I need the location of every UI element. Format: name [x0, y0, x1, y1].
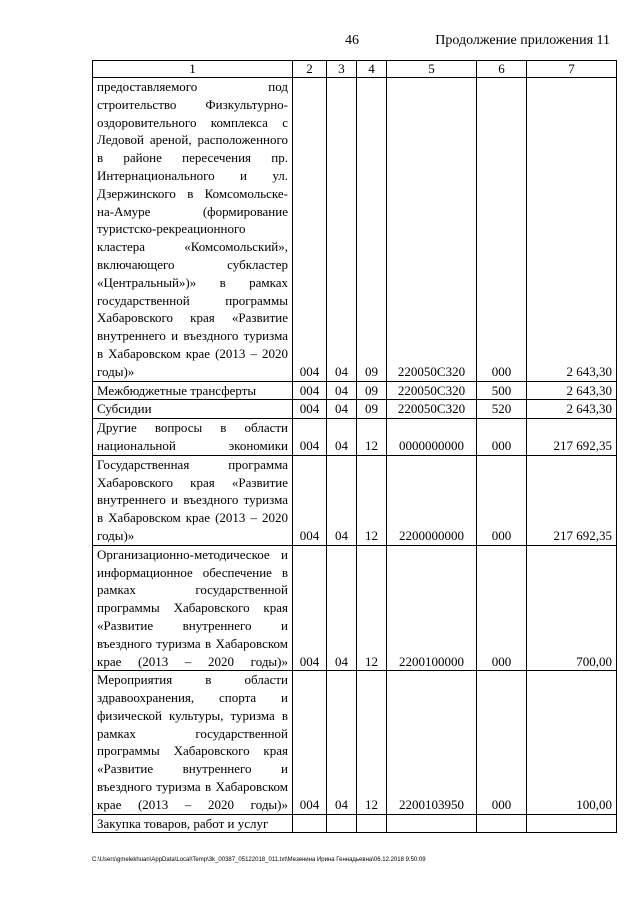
row-target-item: 2200000000	[387, 455, 477, 545]
row-subsection: 12	[357, 545, 387, 671]
row-section: 04	[327, 545, 357, 671]
row-expense-type: 000	[477, 455, 527, 545]
row-code: 004	[293, 419, 327, 456]
row-subsection: 09	[357, 78, 387, 382]
column-header: 1	[93, 61, 293, 78]
table-row	[93, 400, 617, 419]
row-code: 004	[293, 400, 327, 419]
row-expense-type: 500	[477, 381, 527, 400]
row-target-item: 220050С320	[387, 400, 477, 419]
row-amount: 217 692,35	[527, 419, 617, 456]
budget-table	[92, 60, 617, 833]
row-subsection: 12	[357, 419, 387, 456]
row-code: 004	[293, 671, 327, 814]
column-header: 6	[477, 61, 527, 78]
row-name: Мероприятия в области здравоохранения, спорта и физической культуры, туризма в рамках государственной программы Хабаровского края «Развитие внутреннего и въездного туризма в Хабаровском крае (2013 – 2020 годы)»	[93, 671, 293, 814]
row-section: 04	[327, 78, 357, 382]
row-section: 04	[327, 400, 357, 419]
row-target-item: 2200103950	[387, 671, 477, 814]
row-target-item: 220050С320	[387, 381, 477, 400]
row-target-item: 2200100000	[387, 545, 477, 671]
row-name: Другие вопросы в области национальной экономики	[93, 419, 293, 456]
row-code: 004	[293, 381, 327, 400]
row-name: Государственная программа Хабаровского края «Развитие внутреннего и въездного туризма в Хабаровском крае (2013 – 2020 годы)»	[93, 455, 293, 545]
column-header: 7	[527, 61, 617, 78]
row-code	[293, 814, 327, 833]
column-header: 2	[293, 61, 327, 78]
table-row	[93, 455, 617, 545]
row-target-item: 0000000000	[387, 419, 477, 456]
row-code: 004	[293, 78, 327, 382]
table-row	[93, 545, 617, 671]
row-expense-type: 000	[477, 671, 527, 814]
column-header: 4	[357, 61, 387, 78]
table-row	[93, 814, 617, 833]
row-section: 04	[327, 419, 357, 456]
file-path-footer: C:\Users\gmelekhuan\AppData\Local\Temp\3k_00387_05122018_011.txt\Мезенина Ирина Геннадьевна\06.12.2018 9:50:09	[92, 857, 426, 863]
row-code: 004	[293, 455, 327, 545]
row-expense-type	[477, 814, 527, 833]
row-subsection: 12	[357, 671, 387, 814]
appendix-continuation: Продолжение приложения 11	[435, 33, 610, 48]
row-amount: 2 643,30	[527, 381, 617, 400]
row-subsection: 09	[357, 381, 387, 400]
row-section: 04	[327, 671, 357, 814]
table-row	[93, 419, 617, 456]
row-amount: 100,00	[527, 671, 617, 814]
column-header: 3	[327, 61, 357, 78]
row-subsection	[357, 814, 387, 833]
row-amount: 2 643,30	[527, 400, 617, 419]
row-expense-type: 000	[477, 545, 527, 671]
row-section: 04	[327, 455, 357, 545]
column-header: 5	[387, 61, 477, 78]
row-expense-type: 000	[477, 419, 527, 456]
row-section	[327, 814, 357, 833]
row-name: предоставляемого под строительство Физкультурно-оздоровительного комплекса с Ледовой ареной, расположенного в районе пересечения пр. Интернационального и ул. Дзержинского в Комсомольске-на-Амуре (формирование туристско-рекреационного кластера «Комсомольский», включающего субкластер «Центральный»)» в рамках государственной программы Хабаровского края «Развитие внутреннего и въездного туризма в Хабаровском крае (2013 – 2020 годы)»	[93, 78, 293, 382]
row-target-item: 220050С320	[387, 78, 477, 382]
table-row	[93, 671, 617, 814]
row-name: Субсидии	[93, 400, 293, 419]
table-row	[93, 381, 617, 400]
row-amount	[527, 814, 617, 833]
table-header-row	[93, 61, 617, 78]
row-expense-type: 000	[477, 78, 527, 382]
row-expense-type: 520	[477, 400, 527, 419]
page-number: 46	[345, 33, 359, 48]
table-row	[93, 78, 617, 382]
row-code: 004	[293, 545, 327, 671]
row-name: Организационно-методическое и информационное обеспечение в рамках государственной программы Хабаровского края «Развитие внутреннего и въездного туризма в Хабаровском крае (2013 – 2020 годы)»	[93, 545, 293, 671]
row-amount: 700,00	[527, 545, 617, 671]
row-name: Закупка товаров, работ и услуг	[93, 814, 293, 833]
row-amount: 217 692,35	[527, 455, 617, 545]
row-subsection: 09	[357, 400, 387, 419]
row-subsection: 12	[357, 455, 387, 545]
row-amount: 2 643,30	[527, 78, 617, 382]
row-name: Межбюджетные трансферты	[93, 381, 293, 400]
row-target-item	[387, 814, 477, 833]
row-section: 04	[327, 381, 357, 400]
